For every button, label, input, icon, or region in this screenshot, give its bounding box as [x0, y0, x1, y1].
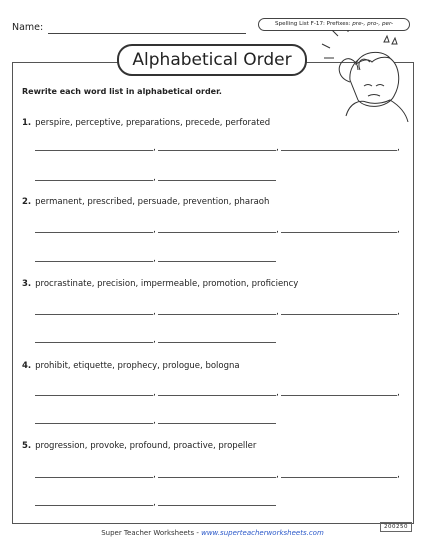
- comma: ,: [153, 173, 156, 183]
- question-words: perspire, perceptive, preparations, precede, perforated: [35, 118, 271, 128]
- footer: [0, 529, 425, 537]
- comma: ,: [397, 470, 400, 480]
- answer-line[interactable]: [35, 150, 153, 151]
- question-2: [22, 197, 269, 207]
- question-1: [22, 118, 270, 128]
- answer-line[interactable]: [35, 477, 153, 478]
- answer-line[interactable]: [35, 395, 153, 396]
- question-3: [22, 279, 298, 289]
- comma: ,: [153, 416, 156, 426]
- worksheet-frame: [12, 62, 414, 524]
- instructions: Rewrite each word list in alphabetical order.: [22, 87, 222, 96]
- answer-line[interactable]: [281, 395, 397, 396]
- answer-line[interactable]: [158, 261, 276, 262]
- answer-line[interactable]: [281, 477, 397, 478]
- answer-line[interactable]: [35, 505, 153, 506]
- answer-line[interactable]: [158, 423, 276, 424]
- comma: ,: [153, 335, 156, 345]
- answer-line[interactable]: [158, 505, 276, 506]
- question-5: [22, 441, 256, 451]
- answer-line[interactable]: [158, 395, 276, 396]
- answer-line[interactable]: [158, 150, 276, 151]
- comma: ,: [153, 143, 156, 153]
- worksheet-title: Alphabetical Order: [117, 44, 307, 76]
- question-number: 4.: [22, 361, 32, 371]
- answer-line[interactable]: [35, 180, 153, 181]
- footer-brand: Super Teacher Worksheets -: [101, 529, 202, 537]
- comma: ,: [276, 388, 279, 398]
- answer-line[interactable]: [158, 232, 276, 233]
- question-number: 3.: [22, 279, 32, 289]
- answer-line[interactable]: [35, 342, 153, 343]
- answer-line[interactable]: [35, 261, 153, 262]
- comma: ,: [397, 388, 400, 398]
- answer-line[interactable]: [281, 314, 397, 315]
- question-words: permanent, prescribed, persuade, prevention, pharaoh: [35, 197, 270, 207]
- comma: ,: [153, 498, 156, 508]
- comma: ,: [397, 143, 400, 153]
- name-label: Name:: [12, 22, 44, 33]
- spelling-list-prefixes: pre-, pro-, per-: [352, 21, 393, 27]
- answer-line[interactable]: [158, 180, 276, 181]
- question-number: 1.: [22, 118, 32, 128]
- answer-line[interactable]: [158, 314, 276, 315]
- thinking-kid-illustration: [320, 30, 412, 122]
- question-4: [22, 361, 240, 371]
- question-words: procrastinate, precision, impermeable, promotion, proficiency: [35, 279, 299, 289]
- answer-line[interactable]: [158, 342, 276, 343]
- comma: ,: [153, 225, 156, 235]
- footer-url[interactable]: www.superteacherworksheets.com: [201, 529, 324, 537]
- comma: ,: [276, 143, 279, 153]
- question-words: prohibit, etiquette, prophecy, prologue, bologna: [35, 361, 240, 371]
- comma: ,: [276, 225, 279, 235]
- worksheet-code: 200250: [380, 522, 412, 532]
- answer-line[interactable]: [158, 477, 276, 478]
- question-number: 2.: [22, 197, 32, 207]
- comma: ,: [153, 254, 156, 264]
- answer-line[interactable]: [35, 423, 153, 424]
- comma: ,: [276, 307, 279, 317]
- comma: ,: [397, 225, 400, 235]
- comma: ,: [397, 307, 400, 317]
- comma: ,: [276, 470, 279, 480]
- name-line[interactable]: [48, 33, 246, 34]
- answer-line[interactable]: [35, 232, 153, 233]
- question-words: progression, provoke, profound, proactive, propeller: [35, 441, 257, 451]
- comma: ,: [153, 388, 156, 398]
- comma: ,: [153, 470, 156, 480]
- answer-line[interactable]: [281, 150, 397, 151]
- spelling-list-label: Spelling List F-17: Prefixes:: [275, 21, 351, 27]
- question-number: 5.: [22, 441, 32, 451]
- answer-line[interactable]: [35, 314, 153, 315]
- answer-line[interactable]: [281, 232, 397, 233]
- comma: ,: [153, 307, 156, 317]
